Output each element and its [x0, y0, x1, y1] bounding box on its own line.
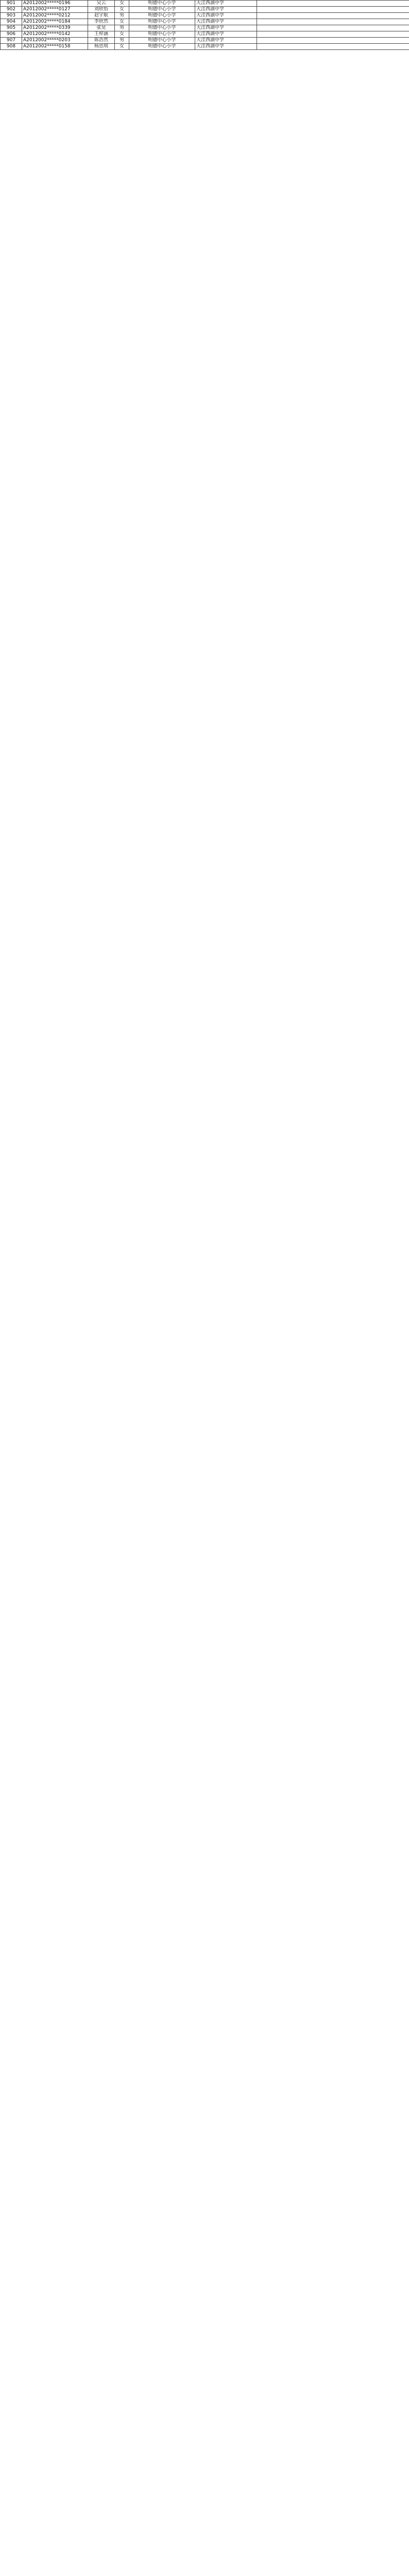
enrollment-sheet — [0, 0, 409, 50]
assigned-middle-school: 大洼西湖中学 — [195, 7, 257, 13]
table-row — [1, 19, 409, 25]
student-id: A2012002*****0127 — [22, 7, 88, 13]
row-number: 901 — [1, 1, 22, 7]
student-id: A2012002*****0339 — [22, 25, 88, 31]
student-sex: 女 — [115, 44, 129, 50]
blank-cell — [257, 19, 409, 25]
primary-school: 明德中心小学 — [129, 25, 195, 31]
primary-school: 明德中心小学 — [129, 44, 195, 50]
assigned-middle-school: 大洼西湖中学 — [195, 31, 257, 38]
student-name: 吴云 — [88, 1, 115, 7]
table-row — [1, 13, 409, 19]
student-id: A2012002*****0196 — [22, 1, 88, 7]
primary-school: 明德中心小学 — [129, 7, 195, 13]
assigned-middle-school: 大洼西湖中学 — [195, 1, 257, 7]
blank-cell — [257, 7, 409, 13]
row-number: 903 — [1, 13, 22, 19]
student-table — [0, 0, 409, 50]
row-number: 902 — [1, 7, 22, 13]
student-id: A2012002*****0184 — [22, 19, 88, 25]
blank-cell — [257, 31, 409, 38]
assigned-middle-school: 大洼西湖中学 — [195, 38, 257, 44]
table-row — [1, 25, 409, 31]
assigned-middle-school: 大洼西湖中学 — [195, 25, 257, 31]
student-id: A2012002*****0142 — [22, 31, 88, 38]
primary-school: 明德中心小学 — [129, 31, 195, 38]
table-body — [1, 1, 409, 50]
table-row — [1, 38, 409, 44]
assigned-middle-school: 大洼西湖中学 — [195, 19, 257, 25]
student-name: 张昊 — [88, 25, 115, 31]
row-number: 905 — [1, 25, 22, 31]
student-name: 杨思琪 — [88, 44, 115, 50]
assigned-middle-school: 大洼西湖中学 — [195, 44, 257, 50]
table-row — [1, 31, 409, 38]
row-number: 906 — [1, 31, 22, 38]
student-name: 刘欣怡 — [88, 7, 115, 13]
student-sex: 女 — [115, 19, 129, 25]
primary-school: 明德中心小学 — [129, 13, 195, 19]
blank-cell — [257, 44, 409, 50]
blank-cell — [257, 25, 409, 31]
student-name: 陈浩然 — [88, 38, 115, 44]
student-sex: 男 — [115, 13, 129, 19]
table-row — [1, 7, 409, 13]
student-name: 李欣然 — [88, 19, 115, 25]
student-sex: 男 — [115, 38, 129, 44]
row-number: 908 — [1, 44, 22, 50]
table-row — [1, 44, 409, 50]
table-row — [1, 1, 409, 7]
assigned-middle-school: 大洼西湖中学 — [195, 13, 257, 19]
blank-cell — [257, 13, 409, 19]
primary-school: 明德中心小学 — [129, 1, 195, 7]
row-number: 907 — [1, 38, 22, 44]
blank-cell — [257, 38, 409, 44]
student-id: A2012002*****0158 — [22, 44, 88, 50]
student-sex: 女 — [115, 31, 129, 38]
blank-cell — [257, 1, 409, 7]
student-name: 王梓涵 — [88, 31, 115, 38]
student-sex: 女 — [115, 7, 129, 13]
primary-school: 明德中心小学 — [129, 19, 195, 25]
student-id: A2012002*****0203 — [22, 38, 88, 44]
primary-school: 明德中心小学 — [129, 38, 195, 44]
student-name: 赵宇航 — [88, 13, 115, 19]
student-sex: 男 — [115, 25, 129, 31]
student-sex: 女 — [115, 1, 129, 7]
student-id: A2012002*****0212 — [22, 13, 88, 19]
row-number: 904 — [1, 19, 22, 25]
